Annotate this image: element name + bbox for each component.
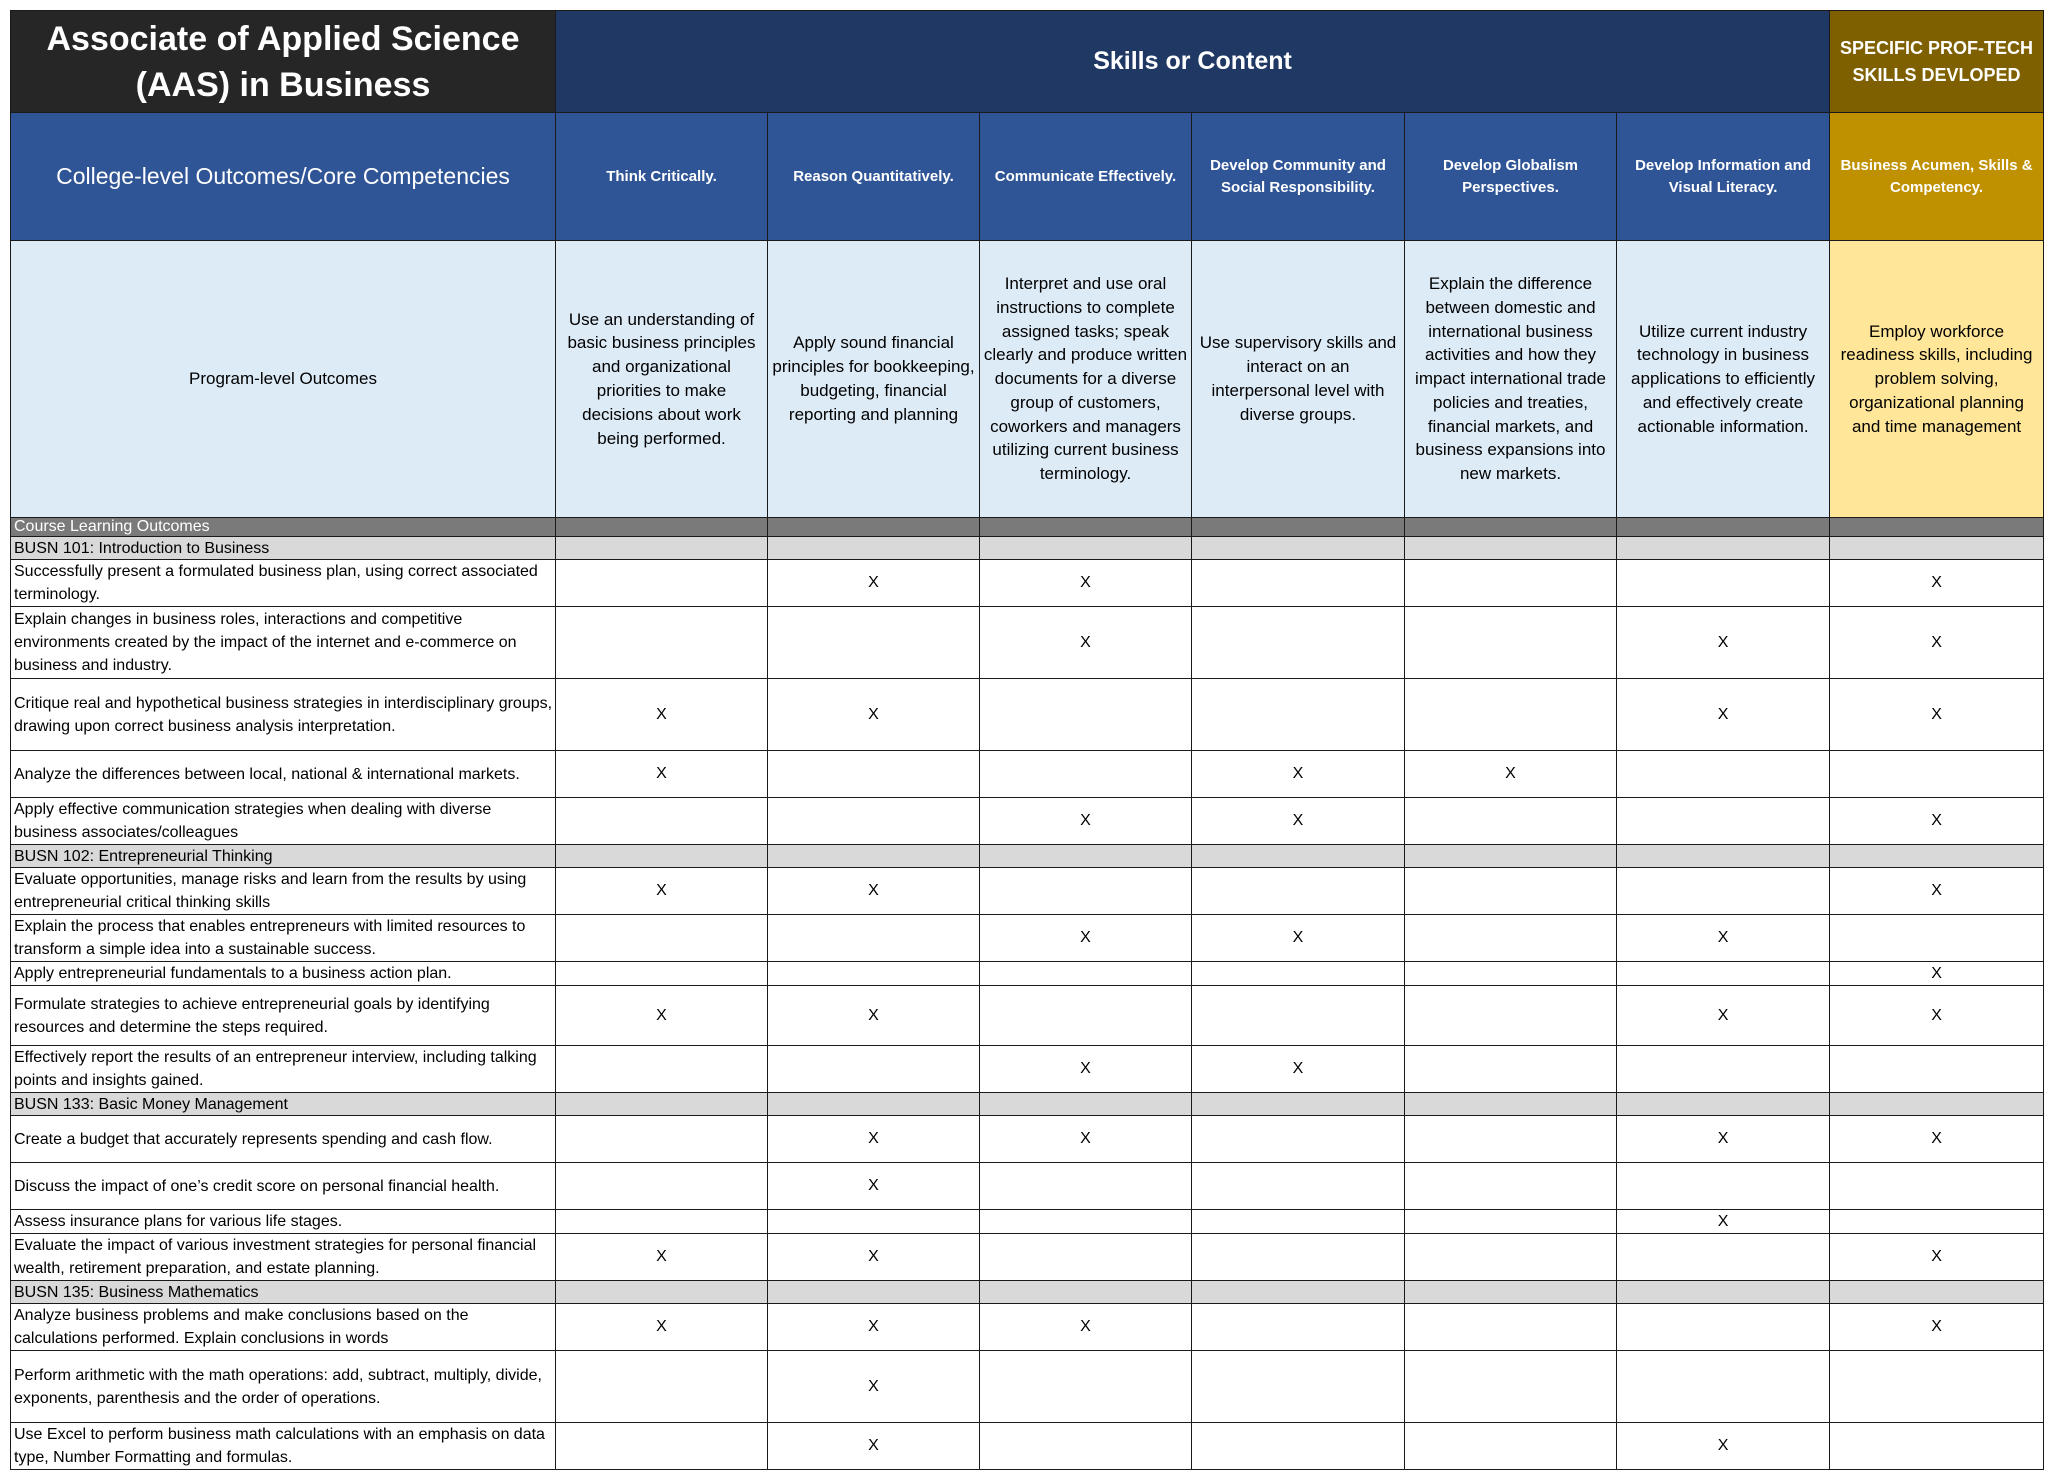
competency-mark-cell[interactable] [1830, 1423, 2044, 1470]
competency-mark: X [656, 1318, 667, 1335]
competency-mark: X [656, 705, 667, 723]
outcome-row [11, 986, 2044, 1046]
competency-header-cell[interactable] [1830, 113, 2044, 241]
competency-mark-cell[interactable] [1405, 751, 1617, 798]
competency-mark-cell[interactable] [1192, 1351, 1405, 1423]
course-outcome-text: Apply entrepreneurial fundamentals to a business action plan. [14, 965, 452, 982]
competency-mark-cell[interactable] [1192, 679, 1405, 751]
outcome-row [11, 1046, 2044, 1093]
competency-mark-cell[interactable] [1617, 1304, 1830, 1351]
competency-mark-cell[interactable] [768, 1423, 980, 1470]
course-header-filler[interactable] [556, 845, 768, 868]
course-outcome-cell[interactable] [11, 1351, 556, 1423]
competency-mark-cell[interactable] [556, 1046, 768, 1093]
competency-mark-cell[interactable] [1405, 1116, 1617, 1163]
outcome-row [11, 607, 2044, 679]
outcome-row [11, 915, 2044, 962]
course-outcome-text: Apply effective communication strategies when dealing with diverse business associates/colleagues [14, 801, 492, 841]
course-outcome-text: Effectively report the results of an entrepreneur interview, including talking points and insights gained. [14, 1049, 537, 1089]
course-outcome-text: Explain the process that enables entrepreneurs with limited resources to transform a simple idea into a sustainable success. [14, 918, 526, 958]
competency-mark: X [1292, 929, 1304, 946]
course-header-filler[interactable] [1192, 1281, 1405, 1304]
outcome-row [11, 1234, 2044, 1281]
course-header-filler[interactable] [1830, 1093, 2044, 1116]
course-header-cell[interactable] [11, 1093, 556, 1116]
competency-mark-cell[interactable] [1617, 868, 1830, 915]
course-outcome-text: Successfully present a formulated business plan, using correct associated terminology. [14, 563, 538, 603]
program-outcome-text: Interpret and use oral instructions to complete assigned tasks; speak clearly and produce written documents for a diverse group of customers, coworkers and managers utilizing current business terminology. [983, 273, 1188, 484]
competency-mark-cell[interactable] [768, 798, 980, 845]
competency-mark-cell[interactable] [556, 915, 768, 962]
competency-mark-cell[interactable] [1830, 1351, 2044, 1423]
course-outcome-cell[interactable] [11, 1116, 556, 1163]
competency-mark: X [868, 1177, 879, 1194]
course-header-filler[interactable] [1617, 845, 1830, 868]
outcome-row [11, 1351, 2044, 1423]
outcome-row [11, 1210, 2044, 1234]
competency-mark-cell[interactable] [556, 1234, 768, 1281]
competency-mark-cell[interactable] [1405, 986, 1617, 1046]
competency-mark: X [1931, 1006, 1942, 1024]
competency-mark: X [1080, 1318, 1091, 1335]
competency-mark-cell[interactable] [1830, 1046, 2044, 1093]
competency-mark-cell[interactable] [1617, 962, 1830, 986]
competency-mark: X [1717, 705, 1729, 723]
course-header-filler[interactable] [1405, 537, 1617, 560]
competency-mark-cell[interactable] [556, 607, 768, 679]
course-outcomes-filler[interactable] [1617, 518, 1830, 537]
competency-mark-cell[interactable] [768, 1116, 980, 1163]
competency-mark-cell[interactable] [1617, 1163, 1830, 1210]
outcome-row [11, 1304, 2044, 1351]
competency-mark-cell[interactable] [1405, 607, 1617, 679]
course-header-filler[interactable] [768, 537, 980, 560]
competency-mark-cell[interactable] [980, 915, 1192, 962]
competency-mark: X [1292, 812, 1304, 829]
competency-mark: X [1931, 633, 1942, 651]
competency-mark-cell[interactable] [768, 1046, 980, 1093]
competency-mark-cell[interactable] [768, 679, 980, 751]
competency-mark-cell[interactable] [556, 560, 768, 607]
competency-mark-cell[interactable] [1192, 1116, 1405, 1163]
course-outcomes-label: Course Learning Outcomes [14, 518, 210, 535]
competency-mark-cell[interactable] [1617, 986, 1830, 1046]
course-outcome-cell[interactable] [11, 560, 556, 607]
course-header-filler[interactable] [1617, 1093, 1830, 1116]
program-outcome-cell[interactable] [768, 241, 980, 518]
specific-skills-header: SPECIFIC PROF-TECH SKILLS DEVLOPED [1840, 37, 2034, 85]
course-header-filler[interactable] [768, 1093, 980, 1116]
competency-mark-cell[interactable] [1405, 915, 1617, 962]
program-outcomes-label-cell[interactable] [11, 241, 556, 518]
competency-mark: X [868, 1130, 879, 1147]
competency-mark: X [1931, 882, 1942, 899]
course-outcome-cell[interactable] [11, 751, 556, 798]
competency-mark-cell[interactable] [556, 1351, 768, 1423]
competency-mark-cell[interactable] [1830, 679, 2044, 751]
competency-mark-cell[interactable] [768, 986, 980, 1046]
course-outcomes-filler[interactable] [1830, 518, 2044, 537]
competency-mark-cell[interactable] [980, 1046, 1192, 1093]
course-outcome-cell[interactable] [11, 1234, 556, 1281]
competency-mark-cell[interactable] [980, 1234, 1192, 1281]
course-header-filler[interactable] [1830, 1281, 2044, 1304]
competency-header-cell[interactable] [1405, 113, 1617, 241]
course-header-filler[interactable] [556, 1093, 768, 1116]
outcome-row [11, 1163, 2044, 1210]
competency-mark-cell[interactable] [556, 798, 768, 845]
course-header-cell[interactable] [11, 1281, 556, 1304]
competency-mark-cell[interactable] [1617, 679, 1830, 751]
competency-mark-cell[interactable] [556, 986, 768, 1046]
competency-mark-cell[interactable] [1405, 1304, 1617, 1351]
competency-mark-cell[interactable] [1405, 1210, 1617, 1234]
course-header-filler[interactable] [1830, 845, 2044, 868]
competency-mark-cell[interactable] [980, 679, 1192, 751]
competency-mark: X [868, 882, 879, 899]
competency-mark: X [868, 705, 879, 723]
program-outcome-text: Apply sound financial principles for bookkeeping, budgeting, financial reporting and planning [772, 333, 975, 424]
course-outcome-cell[interactable] [11, 679, 556, 751]
competency-mark-cell[interactable] [1617, 798, 1830, 845]
competency-mark-cell[interactable] [556, 868, 768, 915]
competency-mark-cell[interactable] [768, 1163, 980, 1210]
competency-label: Develop Globalism Perspectives. [1442, 156, 1579, 196]
competency-mark-cell[interactable] [1617, 1234, 1830, 1281]
program-outcome-cell[interactable] [1830, 241, 2044, 518]
competency-mark: X [1931, 1248, 1942, 1265]
program-outcome-text: Use an understanding of basic business principles and organizational priorities to make decisions about work being performed. [567, 309, 756, 448]
course-header-filler[interactable] [1405, 845, 1617, 868]
course-outcomes-filler[interactable] [1192, 518, 1405, 537]
competency-mark-cell[interactable] [1830, 607, 2044, 679]
course-outcome-cell[interactable] [11, 798, 556, 845]
competency-mark-cell[interactable] [980, 1163, 1192, 1210]
outcome-row [11, 1116, 2044, 1163]
course-name: BUSN 133: Basic Money Management [14, 1095, 288, 1113]
course-outcome-text: Analyze the differences between local, national & international markets. [14, 765, 520, 783]
competency-mark: X [1931, 705, 1942, 723]
competency-mark-cell[interactable] [1830, 868, 2044, 915]
course-outcome-text: Perform arithmetic with the math operations: add, subtract, multiply, divide, exponents, parenthesis and the order of operations. [14, 1366, 542, 1407]
outcome-row [11, 1423, 2044, 1470]
competency-mark-cell[interactable] [768, 1234, 980, 1281]
course-header-filler[interactable] [1405, 1093, 1617, 1116]
competency-mark-cell[interactable] [1405, 1351, 1617, 1423]
course-outcome-cell[interactable] [11, 1304, 556, 1351]
competency-mark-cell[interactable] [1617, 751, 1830, 798]
competency-mark: X [656, 765, 667, 782]
course-header-filler[interactable] [1617, 1281, 1830, 1304]
competency-mark-cell[interactable] [1830, 962, 2044, 986]
competency-mark-cell[interactable] [1192, 798, 1405, 845]
program-outcome-cell[interactable] [1617, 241, 1830, 518]
competency-mark-cell[interactable] [1830, 1304, 2044, 1351]
competency-mark: X [868, 574, 879, 591]
course-outcome-cell[interactable] [11, 1210, 556, 1234]
program-outcome-text: Explain the difference between domestic and international business activities and how they impact international trade policies and treaties, financial markets, and business expansions into new markets. [1415, 273, 1606, 484]
competency-mark-cell[interactable] [556, 751, 768, 798]
competency-mark-cell[interactable] [980, 560, 1192, 607]
competency-mark-cell[interactable] [980, 1116, 1192, 1163]
course-outcome-text: Create a budget that accurately represents spending and cash flow. [14, 1130, 493, 1148]
course-outcome-cell[interactable] [11, 1163, 556, 1210]
specific-skills-header-cell[interactable] [1830, 11, 2044, 113]
course-outcome-cell[interactable] [11, 986, 556, 1046]
competency-mark-cell[interactable] [1617, 1210, 1830, 1234]
competency-mark-cell[interactable] [1192, 1234, 1405, 1281]
course-outcome-text: Assess insurance plans for various life stages. [14, 1213, 343, 1230]
competency-mark-cell[interactable] [768, 1304, 980, 1351]
competency-mark: X [1292, 1060, 1304, 1077]
competency-mark: X [1505, 765, 1516, 782]
competency-mark-cell[interactable] [1617, 915, 1830, 962]
course-header-cell[interactable] [11, 845, 556, 868]
competency-mark: X [1080, 1130, 1091, 1147]
skills-header-cell[interactable] [556, 11, 1830, 113]
competency-mark-cell[interactable] [1192, 986, 1405, 1046]
competency-mark-cell[interactable] [768, 607, 980, 679]
competency-mark-cell[interactable] [1192, 1163, 1405, 1210]
competency-mark: X [868, 1437, 879, 1454]
competency-mark-cell[interactable] [980, 1423, 1192, 1470]
course-outcome-text: Evaluate the impact of various investment strategies for personal financial wealth, retirement preparation, and estate planning. [14, 1237, 537, 1277]
course-header-filler[interactable] [768, 845, 980, 868]
competency-mark-cell[interactable] [1192, 962, 1405, 986]
course-outcome-cell[interactable] [11, 868, 556, 915]
competency-mark: X [1292, 765, 1304, 782]
competency-mark-cell[interactable] [1405, 679, 1617, 751]
competency-mark-cell[interactable] [556, 1304, 768, 1351]
course-header-filler[interactable] [980, 1281, 1192, 1304]
course-outcome-cell[interactable] [11, 607, 556, 679]
course-header-filler[interactable] [1192, 1093, 1405, 1116]
competency-mark: X [868, 1006, 879, 1024]
course-header-filler[interactable] [556, 1281, 768, 1304]
competency-label: Develop Information and Visual Literacy. [1635, 156, 1811, 196]
course-outcome-text: Analyze business problems and make conclusions based on the calculations performed. Explain conclusions in words [14, 1307, 469, 1347]
outcome-row [11, 962, 2044, 986]
competency-mark: X [1931, 1130, 1942, 1147]
competency-mark: X [1717, 1437, 1729, 1454]
program-title: Associate of Applied Science (AAS) in Business [46, 19, 520, 104]
course-outcome-cell[interactable] [11, 962, 556, 986]
competency-mark-cell[interactable] [1405, 1423, 1617, 1470]
competency-label: Business Acumen, Skills & Competency. [1840, 156, 2033, 196]
course-outcomes-filler[interactable] [1405, 518, 1617, 537]
program-outcome-text: Use supervisory skills and interact on an interpersonal level with diverse groups. [1199, 333, 1397, 424]
competency-mark-cell[interactable] [556, 1116, 768, 1163]
competency-mark-cell[interactable] [768, 962, 980, 986]
competency-mark-cell[interactable] [980, 798, 1192, 845]
competency-mark-cell[interactable] [1192, 560, 1405, 607]
competency-mark: X [1080, 929, 1091, 946]
course-name: BUSN 135: Business Mathematics [14, 1283, 259, 1301]
course-outcome-cell[interactable] [11, 1046, 556, 1093]
course-header-filler[interactable] [980, 1093, 1192, 1116]
competency-mark-cell[interactable] [980, 1210, 1192, 1234]
competency-mark-cell[interactable] [1192, 1304, 1405, 1351]
competency-mark-cell[interactable] [1617, 1423, 1830, 1470]
competency-mark-cell[interactable] [980, 986, 1192, 1046]
course-outcome-text: Explain changes in business roles, interactions and competitive environments created by the impact of the internet and e-commerce on business and industry. [14, 611, 517, 674]
competency-mark-cell[interactable] [1617, 1116, 1830, 1163]
course-outcome-cell[interactable] [11, 1423, 556, 1470]
competency-mark-cell[interactable] [1405, 1163, 1617, 1210]
competency-header-cell[interactable] [768, 113, 980, 241]
competency-mark-cell[interactable] [1617, 607, 1830, 679]
competency-mark: X [656, 1006, 667, 1024]
program-outcome-cell[interactable] [980, 241, 1192, 518]
competency-mark-cell[interactable] [1405, 868, 1617, 915]
competency-mark-cell[interactable] [1830, 1163, 2044, 1210]
course-header-filler[interactable] [1192, 537, 1405, 560]
competency-mark-cell[interactable] [1830, 1116, 2044, 1163]
program-title-cell[interactable] [11, 11, 556, 113]
competency-mark-cell[interactable] [768, 868, 980, 915]
program-outcome-cell[interactable] [1192, 241, 1405, 518]
competency-mark-cell[interactable] [1405, 962, 1617, 986]
competency-mark-cell[interactable] [1405, 1234, 1617, 1281]
competency-mark-cell[interactable] [1192, 868, 1405, 915]
competency-mark-cell[interactable] [556, 1423, 768, 1470]
competency-mark-cell[interactable] [1617, 1046, 1830, 1093]
competency-label: Think Critically. [606, 167, 717, 185]
program-outcome-cell[interactable] [1405, 241, 1617, 518]
competency-mark-cell[interactable] [1192, 1046, 1405, 1093]
course-outcome-text: Formulate strategies to achieve entrepreneurial goals by identifying resources and determine the steps required. [14, 995, 490, 1036]
competency-mark: X [1717, 1212, 1729, 1230]
competency-mark-cell[interactable] [1192, 915, 1405, 962]
competency-mark-cell[interactable] [556, 679, 768, 751]
competency-mark: X [868, 1377, 879, 1395]
course-outcome-text: Use Excel to perform business math calculations with an emphasis on data type, Number Formatting and formulas. [14, 1426, 545, 1466]
program-outcome-text: Employ workforce readiness skills, including problem solving, organizational planning and time management [1840, 321, 2033, 436]
course-outcomes-filler[interactable] [556, 518, 768, 537]
competency-mark-cell[interactable] [768, 751, 980, 798]
course-name: BUSN 101: Introduction to Business [14, 539, 270, 557]
competency-mark: X [868, 1318, 879, 1335]
competency-mark-cell[interactable] [980, 962, 1192, 986]
course-header-filler[interactable] [1192, 845, 1405, 868]
outcome-row [11, 560, 2044, 607]
competency-mark: X [1931, 1318, 1942, 1335]
competency-mark: X [868, 1248, 879, 1265]
course-header-filler[interactable] [1617, 537, 1830, 560]
skills-header: Skills or Content [1093, 47, 1292, 75]
competency-mark-cell[interactable] [1830, 1210, 2044, 1234]
competency-mark-cell[interactable] [556, 1163, 768, 1210]
college-outcomes-label-cell[interactable] [11, 113, 556, 241]
competency-mark-cell[interactable] [980, 607, 1192, 679]
program-outcomes-label: Program-level Outcomes [188, 369, 377, 388]
course-header-filler[interactable] [1405, 1281, 1617, 1304]
competency-mark: X [1717, 1130, 1729, 1147]
competency-mark-cell[interactable] [1192, 1210, 1405, 1234]
competency-mark-cell[interactable] [1192, 1423, 1405, 1470]
competency-mark-cell[interactable] [1830, 751, 2044, 798]
competency-mark-cell[interactable] [556, 962, 768, 986]
competency-mark: X [1080, 574, 1091, 591]
course-outcomes-filler[interactable] [980, 518, 1192, 537]
competency-mark: X [656, 882, 667, 899]
college-outcomes-label: College-level Outcomes/Core Competencies [56, 163, 510, 189]
competency-mark: X [656, 1248, 667, 1265]
competency-mark-cell[interactable] [768, 1210, 980, 1234]
competency-mark-cell[interactable] [980, 751, 1192, 798]
competency-mark: X [1931, 574, 1942, 591]
competency-mark: X [1080, 633, 1091, 651]
competency-header-cell[interactable] [980, 113, 1192, 241]
course-outcomes-filler[interactable] [768, 518, 980, 537]
course-header-cell[interactable] [11, 537, 556, 560]
competency-mark-cell[interactable] [1830, 1234, 2044, 1281]
course-outcome-text: Critique real and hypothetical business strategies in interdisciplinary groups, drawing upon correct business analysis interpretation. [14, 694, 553, 735]
competency-mark-cell[interactable] [768, 915, 980, 962]
competency-mark-cell[interactable] [1617, 1351, 1830, 1423]
competency-mark: X [1717, 633, 1729, 651]
competency-label: Develop Community and Social Responsibility. [1210, 156, 1386, 196]
course-header-filler[interactable] [980, 537, 1192, 560]
competency-mark-cell[interactable] [556, 1210, 768, 1234]
competency-mark: X [1931, 964, 1942, 982]
course-name: BUSN 102: Entrepreneurial Thinking [14, 847, 273, 865]
program-outcome-text: Utilize current industry technology in business applications to efficiently and effectively create actionable information. [1631, 321, 1815, 436]
program-outcome-cell[interactable] [556, 241, 768, 518]
competency-mark-cell[interactable] [980, 1351, 1192, 1423]
competency-mark: X [1717, 1006, 1729, 1024]
competency-header-cell[interactable] [1617, 113, 1830, 241]
outcome-row [11, 679, 2044, 751]
competency-mark-cell[interactable] [1405, 798, 1617, 845]
outcome-row [11, 798, 2044, 845]
competency-mark-cell[interactable] [1830, 986, 2044, 1046]
outcome-row [11, 868, 2044, 915]
competency-mark-cell[interactable] [768, 560, 980, 607]
course-outcome-text: Discuss the impact of one’s credit score on personal financial health. [14, 1177, 500, 1195]
course-outcome-cell[interactable] [11, 915, 556, 962]
outcomes-matrix-table [10, 10, 2044, 1470]
competency-mark-cell[interactable] [1830, 798, 2044, 845]
competency-mark: X [1080, 1060, 1091, 1077]
course-header-filler[interactable] [768, 1281, 980, 1304]
course-header-filler[interactable] [556, 537, 768, 560]
competency-mark-cell[interactable] [1830, 560, 2044, 607]
competency-header-cell[interactable] [556, 113, 768, 241]
course-header-filler[interactable] [980, 845, 1192, 868]
competency-mark: X [1717, 929, 1729, 946]
outcome-row [11, 751, 2044, 798]
course-outcome-text: Evaluate opportunities, manage risks and learn from the results by using entrepreneurial critical thinking skills [14, 871, 527, 911]
competency-mark-cell[interactable] [1405, 1046, 1617, 1093]
course-outcomes-label-cell[interactable] [11, 518, 556, 537]
competency-mark-cell[interactable] [1192, 751, 1405, 798]
competency-label: Communicate Effectively. [994, 167, 1177, 185]
competency-mark-cell[interactable] [1617, 560, 1830, 607]
competency-mark: X [1931, 812, 1942, 829]
competency-header-cell[interactable] [1192, 113, 1405, 241]
competency-mark: X [1080, 812, 1091, 829]
competency-mark-cell[interactable] [1192, 607, 1405, 679]
competency-mark-cell[interactable] [768, 1351, 980, 1423]
competency-mark-cell[interactable] [1405, 560, 1617, 607]
competency-mark-cell[interactable] [1830, 915, 2044, 962]
competency-mark-cell[interactable] [980, 1304, 1192, 1351]
competency-mark-cell[interactable] [980, 868, 1192, 915]
competency-label: Reason Quantitatively. [793, 167, 954, 185]
course-header-filler[interactable] [1830, 537, 2044, 560]
